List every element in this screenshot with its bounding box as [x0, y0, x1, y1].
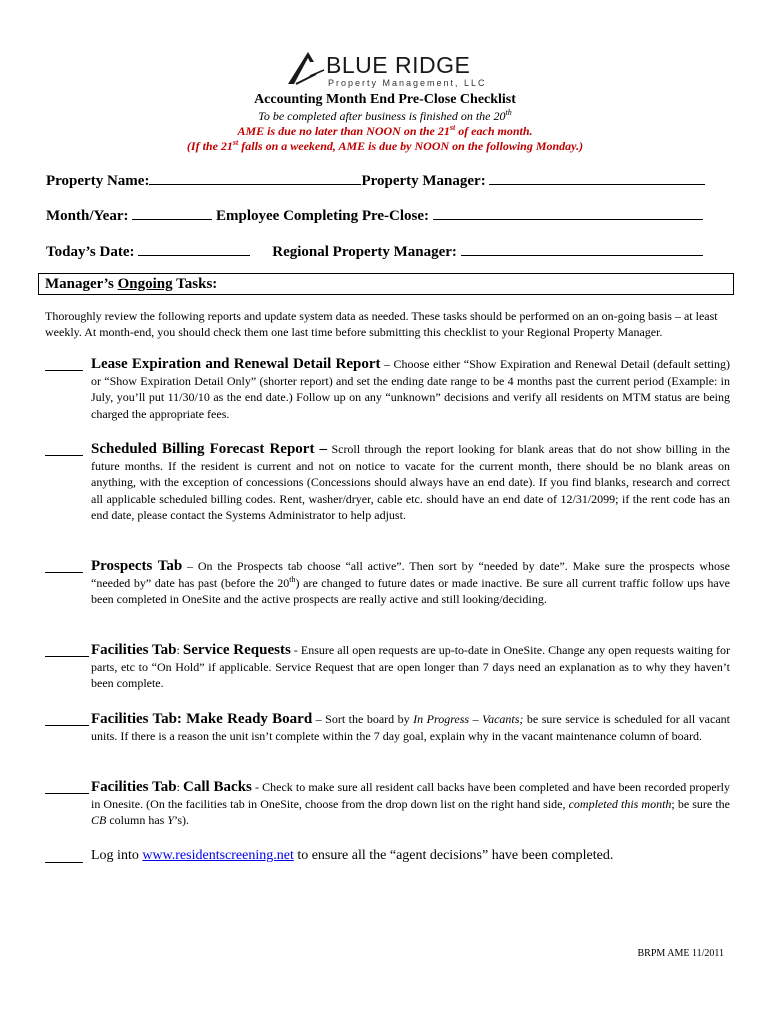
subtitle-weekend: (If the 21st falls on a weekend, AME is due by NOON on the following Monday.)	[186, 138, 584, 153]
task-prospects-tab: Prospects Tab – On the Prospects tab choose “all active”. Then sort by “needed by date”. Make sure the prospects whose “needed by” date has past (before the 20th) are changed to future dates or made inactive. Be sure all current traffic follow ups have been completed in OneSite and the active prospects are really active and still looking/deciding.	[45, 558, 730, 608]
company-logo	[286, 46, 486, 90]
footer-code: BRPM AME 11/2011	[637, 948, 724, 959]
property-manager-field[interactable]	[489, 170, 705, 185]
checkbox-line[interactable]	[45, 642, 89, 657]
todays-date-field[interactable]	[138, 241, 250, 256]
section-header-box	[38, 273, 734, 295]
subtitle-completion: To be completed after business is finished on the 20th	[258, 108, 512, 123]
checkbox-line[interactable]	[45, 711, 89, 726]
property-manager-label: Property Manager:	[361, 173, 486, 189]
task-call-backs: Facilities Tab: Call Backs - Check to make sure all resident call backs have been completed and have been recorded properly in Onesite. (On the facilities tab in OneSite, choose from the drop down list on the right hand side, completed this month; be sure the CB column has Y’s).	[45, 779, 730, 829]
checkbox-line[interactable]	[45, 779, 89, 794]
regional-manager-field[interactable]	[461, 241, 703, 256]
task-resident-screening: Log into www.residentscreening.net to ensure all the “agent decisions” have been completed.	[45, 848, 730, 865]
section-intro: Thoroughly review the following reports and update system data as needed. These tasks should be performed on an on-going basis – at least weekly. At month-end, you should check them one last time before submitting this checklist to your Regional Property Manager.	[45, 309, 718, 339]
month-year-label: Month/Year:	[46, 208, 129, 224]
checkbox-line[interactable]	[45, 558, 83, 573]
regional-manager-label: Regional Property Manager:	[272, 244, 457, 260]
subtitle-due: AME is due no later than NOON on the 21st of each month.	[237, 123, 533, 138]
mountain-logo-icon	[286, 46, 330, 90]
employee-field[interactable]	[433, 205, 703, 220]
logo-brand-text: BLUE RIDGE	[326, 52, 471, 78]
property-name-label: Property Name:	[46, 173, 150, 189]
resident-screening-link[interactable]: www.residentscreening.net	[142, 848, 294, 863]
field-row-month	[46, 205, 703, 225]
checkbox-line[interactable]	[45, 356, 83, 371]
field-row-date	[46, 241, 703, 261]
checkbox-line[interactable]	[45, 848, 83, 863]
field-row-property	[46, 170, 705, 190]
todays-date-label: Today’s Date:	[46, 244, 135, 260]
employee-label: Employee Completing Pre-Close:	[216, 208, 430, 224]
task-make-ready-board: Facilities Tab: Make Ready Board – Sort the board by In Progress – Vacants; be sure service is scheduled for all vacant units. If there is a reason the unit isn’t complete within the 7 day goal, explain why in the vacant maintenance column of board.	[45, 711, 730, 744]
section-heading: Manager’s Ongoing Tasks:	[45, 276, 218, 292]
document-title: Accounting Month End Pre-Close Checklist	[254, 92, 516, 107]
task-service-requests: Facilities Tab: Service Requests - Ensure all open requests are up-to-date in OneSite. Change any open requests waiting for parts, etc to “On Hold” if applicable. Service Request that are open longer than 7 days need an explanation as to why they haven’t been complete.	[45, 642, 730, 692]
task-lease-expiration: Lease Expiration and Renewal Detail Report – Choose either “Show Expiration and Renewal Detail (default setting) or “Show Expiration Detail Only” (shorter report) and set the ending date range to be 4 months past the current period (Example: in July, you’ll put 11/30/10 as the end date.) Follow up on any “unknown” decisions and verify all residents on MTM status are being charged the appropriate fees.	[45, 356, 730, 422]
month-year-field[interactable]	[132, 205, 212, 220]
task-scheduled-billing: Scheduled Billing Forecast Report – Scroll through the report looking for blank areas that do not show billing in the future months. If the resident is current and not on notice to vacate for the current month, there should be no blank areas on anything, with the exception of concessions (Concessions should always have an end date). If you find blanks, research and correct all applicable scheduled billing codes. Rent, washer/dryer, cable etc. should have an end date of 12/31/2099; if the rent code has an end date, please contact the Systems Administrator to help adjust.	[45, 441, 730, 524]
property-name-field[interactable]	[149, 170, 361, 185]
logo-tagline: Property Management, LLC	[328, 78, 487, 88]
checkbox-line[interactable]	[45, 441, 83, 456]
